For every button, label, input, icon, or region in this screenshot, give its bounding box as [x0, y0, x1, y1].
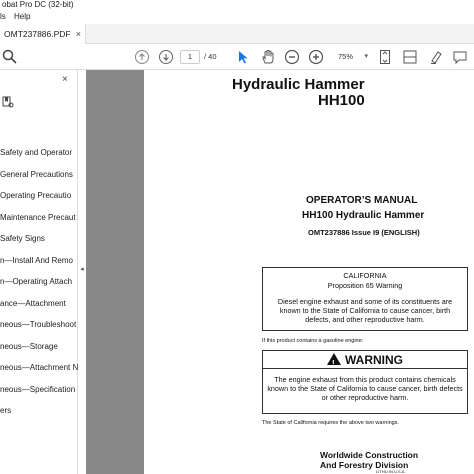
menu-item-help[interactable]: Help	[14, 12, 31, 21]
printed-note: LITHO IN U.S.A.	[376, 469, 406, 474]
manual-number: OMT237886 Issue I9 (ENGLISH)	[308, 228, 420, 237]
california-warning-box	[262, 267, 468, 331]
bookmark-item[interactable]: Safety and Operator	[0, 148, 73, 157]
bookmark-item[interactable]: n—Operating Attach	[0, 277, 73, 286]
zoom-level-value: 75%	[338, 52, 354, 61]
bookmark-list	[0, 142, 78, 422]
page-number-input[interactable]: 1	[180, 50, 200, 64]
page-total: / 40	[204, 52, 217, 61]
california-body: Diesel engine exhaust and some of its constituents are known to the State of California to cause cancer, birth defects, and other reproductive harm.	[277, 297, 453, 324]
menu-item-tools[interactable]: ls	[0, 12, 6, 21]
fit-page-icon[interactable]	[378, 49, 392, 65]
pdf-page	[144, 70, 474, 474]
state-note: The State of California requires the above two warnings.	[262, 420, 399, 426]
previous-page-icon[interactable]	[134, 49, 150, 65]
bookmark-item[interactable]: General Precautions	[0, 169, 73, 179]
bookmark-options-icon[interactable]	[2, 96, 14, 108]
division-line-2: And Forestry Division	[320, 460, 409, 470]
select-cursor-icon[interactable]	[236, 49, 250, 65]
bookmark-item[interactable]: Maintenance Precaut	[0, 212, 76, 222]
zoom-level-select[interactable]	[334, 50, 368, 64]
tab-document[interactable]	[0, 24, 86, 44]
menu-bar	[0, 10, 474, 24]
highlight-tool-icon[interactable]	[428, 49, 444, 65]
bookmark-item[interactable]: Operating Precautio	[0, 191, 72, 200]
collapse-panel-icon[interactable]: ◂	[80, 266, 84, 273]
bookmark-item[interactable]: neous—Attachment N	[0, 363, 78, 372]
bookmarks-panel	[0, 70, 78, 474]
warning-heading: WARNING	[345, 353, 403, 367]
bookmark-item[interactable]: ers	[0, 406, 12, 415]
manual-heading: OPERATOR’S MANUAL	[306, 195, 418, 206]
zoom-in-icon[interactable]	[308, 49, 324, 65]
warning-header	[263, 351, 467, 369]
hand-tool-icon[interactable]	[260, 49, 276, 65]
california-heading: CALIFORNIA	[343, 271, 387, 280]
bookmark-item[interactable]: neous—Storage	[0, 341, 58, 351]
next-page-icon[interactable]	[158, 49, 174, 65]
chevron-down-icon: ▾	[364, 53, 368, 60]
window-title: obat Pro DC (32-bit)	[0, 0, 474, 10]
scroll-mode-icon[interactable]	[402, 49, 418, 65]
manual-subheading: HH100 Hydraulic Hammer	[302, 210, 425, 221]
bookmark-item[interactable]: neous—Troubleshoot	[0, 320, 77, 329]
bookmark-item[interactable]: neous—Specification	[0, 384, 76, 394]
close-panel-icon[interactable]: ×	[62, 74, 68, 85]
document-model: HH100	[318, 92, 365, 109]
search-icon[interactable]	[2, 49, 18, 65]
zoom-out-icon[interactable]	[284, 49, 300, 65]
california-subheading: Proposition 65 Warning	[327, 281, 403, 290]
division-line-1: Worldwide Construction	[320, 450, 419, 460]
warning-triangle-icon: !	[327, 353, 341, 365]
bookmark-item[interactable]: n—Install And Remo	[0, 255, 73, 265]
comment-tool-icon[interactable]	[452, 49, 468, 65]
tab-bar	[0, 24, 474, 44]
warning-body: The engine exhaust from this product contains chemicals known to the State of California to cause cancer, birth defects or other reproductive harm.	[267, 375, 463, 402]
tab-label: OMT237886.PDF	[4, 29, 71, 39]
toolbar	[0, 44, 474, 70]
document-title: Hydraulic Hammer	[232, 76, 365, 93]
gasoline-note: If this product contains a gasoline engine:	[262, 338, 364, 344]
tab-close-icon[interactable]: ×	[75, 29, 81, 39]
bookmark-item[interactable]: Safety Signs	[0, 234, 45, 243]
bookmark-item[interactable]: ance—Attachment	[0, 298, 66, 308]
warning-box	[262, 350, 468, 414]
